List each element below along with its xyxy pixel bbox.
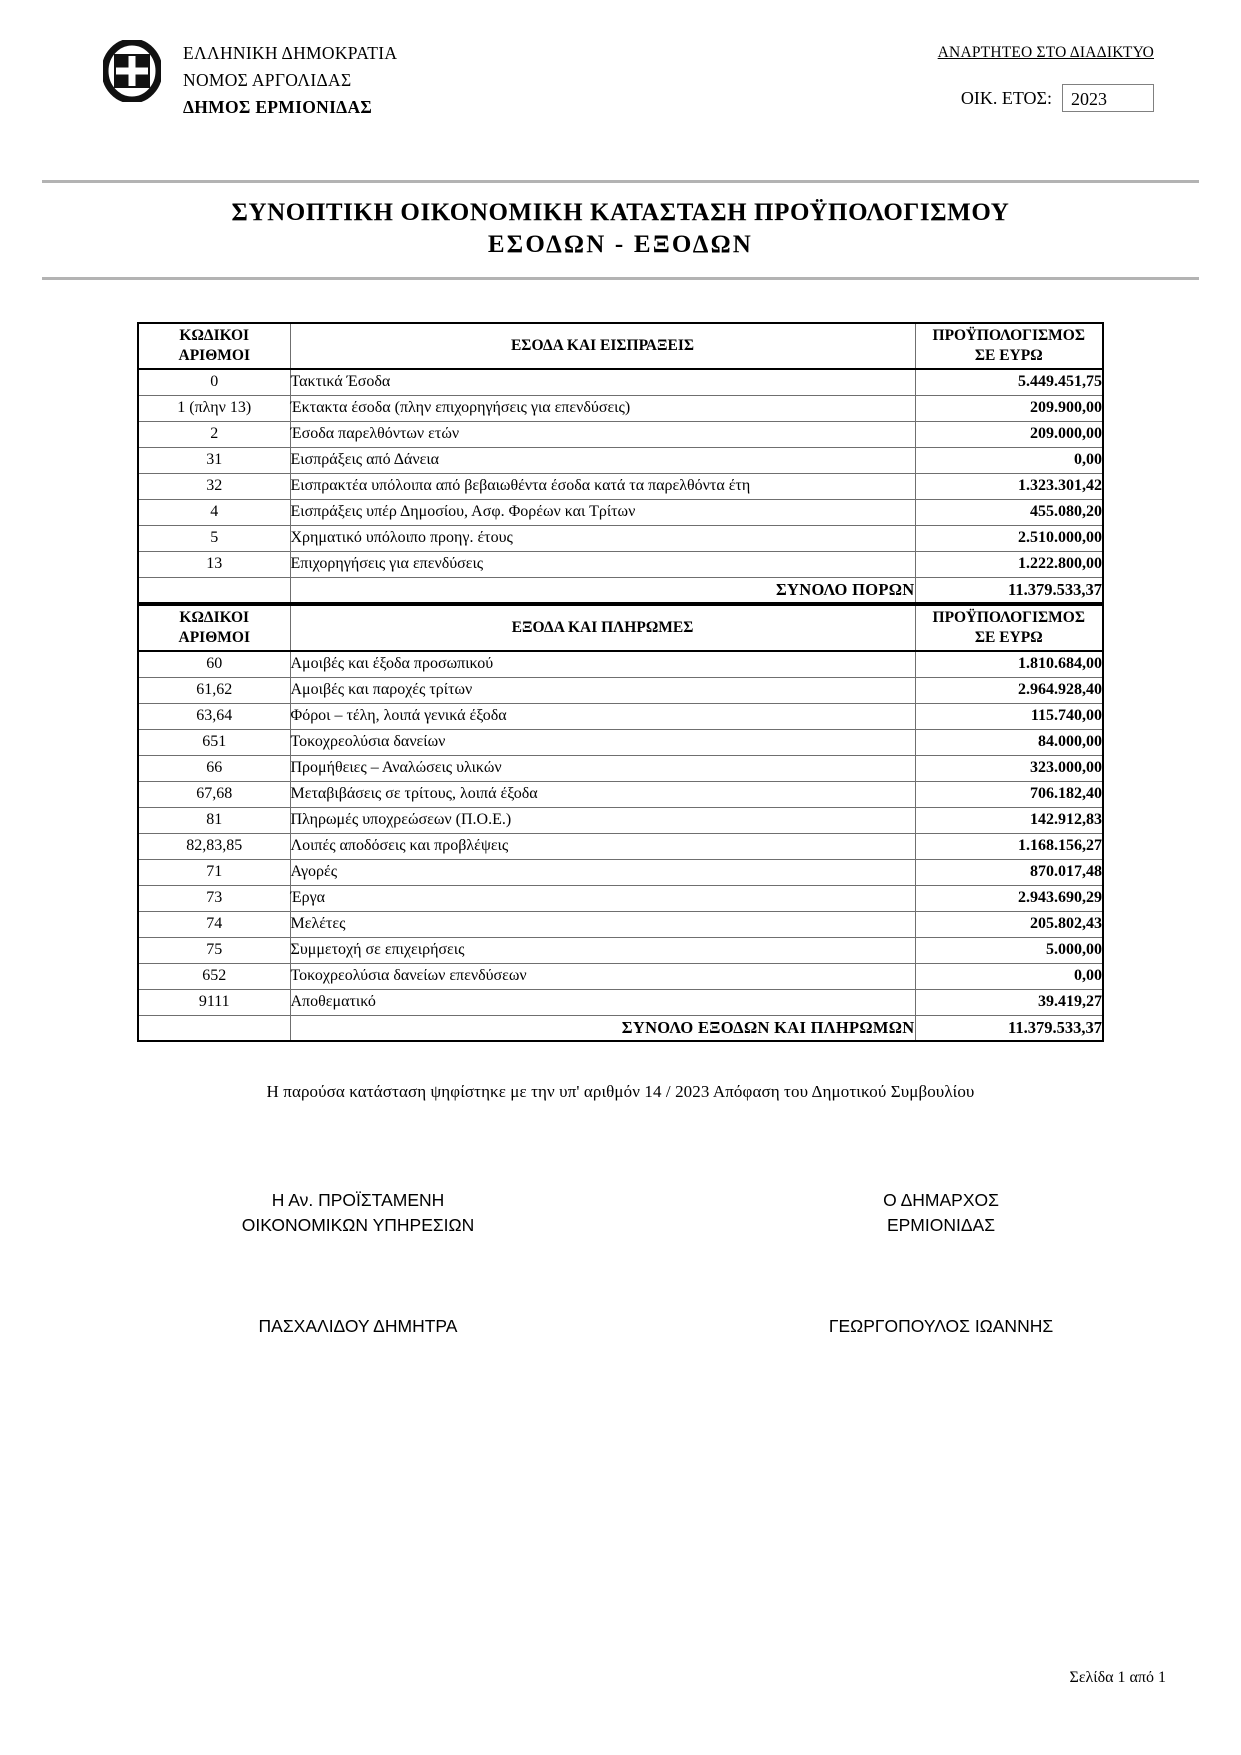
expense-header-code bbox=[138, 605, 290, 651]
expense-amount: 84.000,00 bbox=[915, 729, 1103, 755]
table-row bbox=[138, 911, 1103, 937]
expense-description: Τοκοχρεολύσια δανείων bbox=[290, 729, 915, 755]
expense-description: Αποθεματικό bbox=[290, 989, 915, 1015]
decision-note: Η παρούσα κατάσταση ψηφίστηκε με την υπ' αριθμόν 14 / 2023 Απόφαση του Δημοτικού Συμβουλίου bbox=[266, 1082, 975, 1101]
table-row bbox=[138, 525, 1103, 551]
expense-amount: 870.017,48 bbox=[915, 859, 1103, 885]
expense-amount: 205.802,43 bbox=[915, 911, 1103, 937]
table-row bbox=[138, 421, 1103, 447]
table-row bbox=[138, 833, 1103, 859]
expense-amount: 1.810.684,00 bbox=[915, 651, 1103, 677]
table-row bbox=[138, 859, 1103, 885]
revenue-description: Εισπρακτέα υπόλοιπα από βεβαιωθέντα έσοδα κατά τα παρελθόντα έτη bbox=[290, 473, 915, 499]
revenue-description: Τακτικά Έσοδα bbox=[290, 369, 915, 395]
expense-description: Συμμετοχή σε επιχειρήσεις bbox=[290, 937, 915, 963]
expense-total-row bbox=[138, 1015, 1103, 1041]
expense-code: 652 bbox=[138, 963, 290, 989]
table-row bbox=[138, 651, 1103, 677]
revenue-amount: 5.449.451,75 bbox=[915, 369, 1103, 395]
expense-code: 66 bbox=[138, 755, 290, 781]
table-row bbox=[138, 395, 1103, 421]
document-title bbox=[75, 183, 1166, 263]
expense-total-spacer bbox=[138, 1015, 290, 1041]
org-line-prefecture: ΝΟΜΟΣ ΑΡΓΟΛΙΔΑΣ bbox=[183, 70, 352, 91]
revenue-code: 2 bbox=[138, 421, 290, 447]
table-row bbox=[138, 755, 1103, 781]
revenue-code: 0 bbox=[138, 369, 290, 395]
expense-code: 651 bbox=[138, 729, 290, 755]
expense-total-label: ΣΥΝΟΛΟ ΕΞΟΔΩΝ ΚΑΙ ΠΛΗΡΩΜΩΝ bbox=[290, 1015, 915, 1041]
revenue-total-row bbox=[138, 577, 1103, 603]
revenue-header-code-line2: ΑΡΙΘΜΟΙ bbox=[178, 347, 250, 364]
table-row bbox=[138, 781, 1103, 807]
revenue-code: 32 bbox=[138, 473, 290, 499]
table-row bbox=[138, 551, 1103, 577]
expense-amount: 2.964.928,40 bbox=[915, 677, 1103, 703]
table-row bbox=[138, 447, 1103, 473]
expense-code: 60 bbox=[138, 651, 290, 677]
expense-amount: 5.000,00 bbox=[915, 937, 1103, 963]
revenue-header-row bbox=[138, 323, 1103, 369]
finance-officer-name: ΠΑΣΧΑΛΙΔΟΥ ΔΗΜΗΤΡΑ bbox=[258, 1316, 458, 1336]
fiscal-year-field[interactable]: 2023 bbox=[1062, 84, 1154, 112]
revenue-amount: 2.510.000,00 bbox=[915, 525, 1103, 551]
revenue-header-amount-line2: ΣΕ ΕΥΡΩ bbox=[974, 347, 1043, 364]
revenue-total-label: ΣΥΝΟΛΟ ΠΟΡΩΝ bbox=[290, 577, 915, 603]
signature-block-finance-officer bbox=[193, 1188, 523, 1239]
revenue-table bbox=[137, 322, 1104, 604]
table-row bbox=[138, 703, 1103, 729]
table-row bbox=[138, 729, 1103, 755]
expense-description: Έργα bbox=[290, 885, 915, 911]
revenue-code: 5 bbox=[138, 525, 290, 551]
expense-description: Μεταβιβάσεις σε τρίτους, λοιπά έξοδα bbox=[290, 781, 915, 807]
expense-header-amount bbox=[915, 605, 1103, 651]
expense-total-amount: 11.379.533,37 bbox=[915, 1015, 1103, 1041]
mayor-name: ΓΕΩΡΓΟΠΟΥΛΟΣ ΙΩΑΝΝΗΣ bbox=[828, 1316, 1054, 1336]
revenue-amount: 455.080,20 bbox=[915, 499, 1103, 525]
expense-description: Λοιπές αποδόσεις και προβλέψεις bbox=[290, 833, 915, 859]
revenue-header-description: ΕΣΟΔΑ ΚΑΙ ΕΙΣΠΡΑΞΕΙΣ bbox=[290, 323, 915, 369]
expense-amount: 39.419,27 bbox=[915, 989, 1103, 1015]
revenue-description: Εισπράξεις υπέρ Δημοσίου, Ασφ. Φορέων και Τρίτων bbox=[290, 499, 915, 525]
org-line-municipality: ΔΗΜΟΣ ΕΡΜΙΟΝΙΔΑΣ bbox=[183, 97, 373, 118]
finance-officer-title-line2: ΟΙΚΟΝΟΜΙΚΩΝ ΥΠΗΡΕΣΙΩΝ bbox=[241, 1215, 475, 1236]
expense-code: 9111 bbox=[138, 989, 290, 1015]
expense-amount: 1.168.156,27 bbox=[915, 833, 1103, 859]
revenue-header-code-line1: ΚΩΔΙΚΟΙ bbox=[179, 326, 250, 344]
expense-description: Αγορές bbox=[290, 859, 915, 885]
table-row bbox=[138, 677, 1103, 703]
revenue-amount: 1.222.800,00 bbox=[915, 551, 1103, 577]
expense-code: 61,62 bbox=[138, 677, 290, 703]
table-row bbox=[138, 499, 1103, 525]
expense-amount: 142.912,83 bbox=[915, 807, 1103, 833]
revenue-total-amount: 11.379.533,37 bbox=[915, 577, 1103, 603]
table-row bbox=[138, 937, 1103, 963]
greek-coat-of-arms-icon bbox=[103, 40, 161, 102]
revenue-amount: 1.323.301,42 bbox=[915, 473, 1103, 499]
revenue-header-amount-line1: ΠΡΟΫΠΟΛΟΓΙΣΜΟΣ bbox=[932, 326, 1085, 344]
title-line-1: ΣΥΝΟΠΤΙΚΗ ΟΙΚΟΝΟΜΙΚΗ ΚΑΤΑΣΤΑΣΗ ΠΡΟΫΠΟΛΟΓΙΣΜΟΥ bbox=[231, 199, 1010, 226]
fiscal-year-label: ΟΙΚ. ΕΤΟΣ: bbox=[960, 87, 1052, 108]
expense-code: 67,68 bbox=[138, 781, 290, 807]
expense-description: Μελέτες bbox=[290, 911, 915, 937]
fiscal-year-row bbox=[938, 84, 1154, 112]
revenue-code: 31 bbox=[138, 447, 290, 473]
expense-description: Αμοιβές και έξοδα προσωπικού bbox=[290, 651, 915, 677]
expense-table-body bbox=[138, 605, 1103, 1041]
expense-description: Τοκοχρεολύσια δανείων επενδύσεων bbox=[290, 963, 915, 989]
expense-description: Φόροι – τέλη, λοιπά γενικά έξοδα bbox=[290, 703, 915, 729]
revenue-amount: 0,00 bbox=[915, 447, 1103, 473]
title-divider-bottom bbox=[42, 277, 1199, 280]
expense-amount: 323.000,00 bbox=[915, 755, 1103, 781]
expense-description: Αμοιβές και παροχές τρίτων bbox=[290, 677, 915, 703]
expense-header-description: ΕΞΟΔΑ ΚΑΙ ΠΛΗΡΩΜΕΣ bbox=[290, 605, 915, 651]
revenue-description: Επιχορηγήσεις για επενδύσεις bbox=[290, 551, 915, 577]
expense-amount: 706.182,40 bbox=[915, 781, 1103, 807]
title-line-2: ΕΣΟΔΩΝ - ΕΞΟΔΩΝ bbox=[487, 231, 754, 258]
expense-code: 63,64 bbox=[138, 703, 290, 729]
revenue-code: 1 (πλην 13) bbox=[138, 395, 290, 421]
table-row bbox=[138, 989, 1103, 1015]
signature-block-mayor bbox=[776, 1188, 1106, 1239]
revenue-amount: 209.000,00 bbox=[915, 421, 1103, 447]
revenue-amount: 209.900,00 bbox=[915, 395, 1103, 421]
expense-header-code-line1: ΚΩΔΙΚΟΙ bbox=[179, 608, 250, 626]
expense-code: 71 bbox=[138, 859, 290, 885]
revenue-description: Χρηματικό υπόλοιπο προηγ. έτους bbox=[290, 525, 915, 551]
page-indicator: Σελίδα 1 από 1 bbox=[1069, 1669, 1166, 1686]
revenue-header-amount bbox=[915, 323, 1103, 369]
expense-table bbox=[137, 604, 1104, 1042]
expense-code: 82,83,85 bbox=[138, 833, 290, 859]
expense-code: 73 bbox=[138, 885, 290, 911]
revenue-table-body bbox=[138, 323, 1103, 603]
table-row bbox=[138, 369, 1103, 395]
table-row bbox=[138, 473, 1103, 499]
revenue-code: 4 bbox=[138, 499, 290, 525]
header-right-block bbox=[938, 36, 1166, 112]
table-row bbox=[138, 885, 1103, 911]
organization-block bbox=[75, 36, 397, 121]
revenue-description: Έκτακτα έσοδα (πλην επιχορηγήσεις για επενδύσεις) bbox=[290, 395, 915, 421]
revenue-description: Έσοδα παρελθόντων ετών bbox=[290, 421, 915, 447]
expense-code: 75 bbox=[138, 937, 290, 963]
table-row bbox=[138, 807, 1103, 833]
publication-notice: ΑΝΑΡΤΗΤΕΟ ΣΤΟ ΔΙΑΔΙΚΤΥΟ bbox=[937, 44, 1154, 61]
document-header bbox=[75, 0, 1166, 128]
revenue-header-code bbox=[138, 323, 290, 369]
revenue-description: Εισπράξεις από Δάνεια bbox=[290, 447, 915, 473]
expense-amount: 0,00 bbox=[915, 963, 1103, 989]
revenue-total-spacer bbox=[138, 577, 290, 603]
revenue-code: 13 bbox=[138, 551, 290, 577]
expense-code: 81 bbox=[138, 807, 290, 833]
expense-description: Προμήθειες – Αναλώσεις υλικών bbox=[290, 755, 915, 781]
expense-code: 74 bbox=[138, 911, 290, 937]
signature-area bbox=[75, 1188, 1166, 1398]
mayor-title-line2: ΕΡΜΙΟΝΙΔΑΣ bbox=[886, 1215, 996, 1236]
expense-amount: 2.943.690,29 bbox=[915, 885, 1103, 911]
expense-description: Πληρωμές υποχρεώσεων (Π.Ο.Ε.) bbox=[290, 807, 915, 833]
expense-header-code-line2: ΑΡΙΘΜΟΙ bbox=[178, 629, 250, 646]
expense-header-amount-line1: ΠΡΟΫΠΟΛΟΓΙΣΜΟΣ bbox=[932, 608, 1085, 626]
expense-amount: 115.740,00 bbox=[915, 703, 1103, 729]
expense-header-amount-line2: ΣΕ ΕΥΡΩ bbox=[974, 629, 1043, 646]
mayor-title-line1: Ο ΔΗΜΑΡΧΟΣ bbox=[883, 1190, 999, 1210]
table-row bbox=[138, 963, 1103, 989]
finance-officer-title-line1: Η Αν. ΠΡΟΪΣΤΑΜΕΝΗ bbox=[271, 1190, 445, 1210]
org-line-country: ΕΛΛΗΝΙΚΗ ΔΗΜΟΚΡΑΤΙΑ bbox=[183, 43, 398, 63]
expense-header-row bbox=[138, 605, 1103, 651]
organization-lines bbox=[183, 36, 397, 121]
